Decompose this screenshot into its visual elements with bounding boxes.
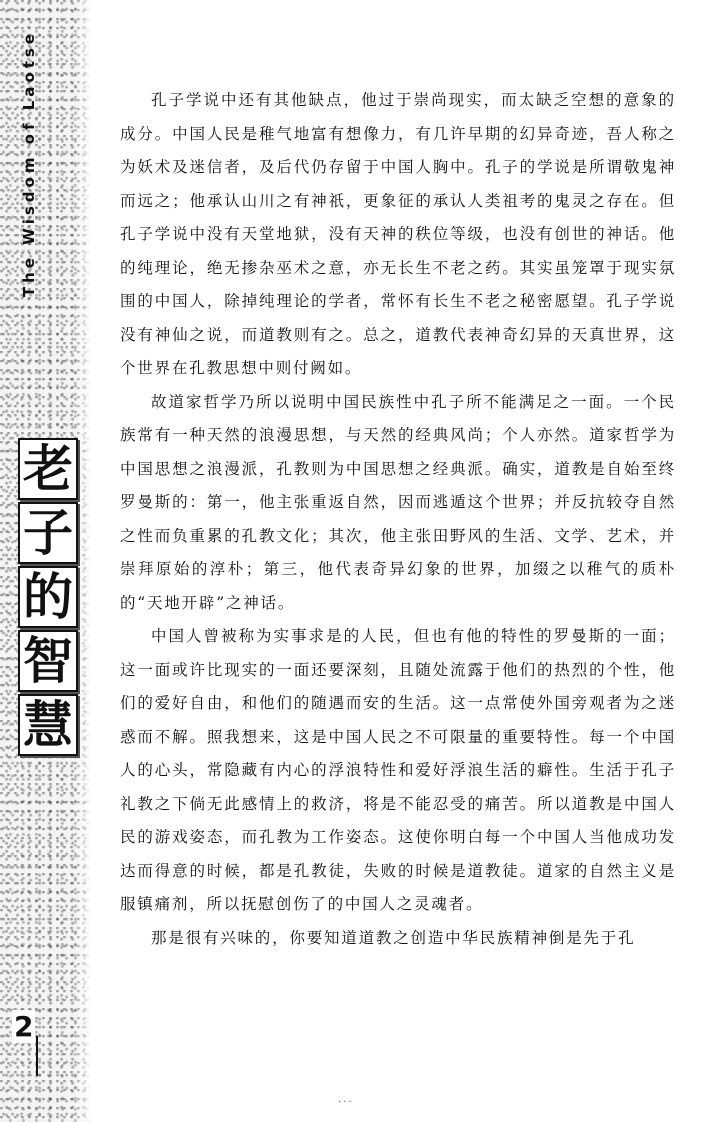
book-title-char: 智 [18,630,78,692]
paragraph: 中国人曾被称为实事求是的人民，但也有他的特性的罗曼斯的一面；这一面或许比现实的一面还要深刻，且随处流露于他们的热烈的个性，他们的爱好自由，和他们的随遇而安的生活。这一点常使外国旁观者为之迷惑而不解。照我想来，这是中国人民之不可限量的重要特性。每一个中国人的心头，常隐藏有内心的浮浪特性和爱好浮浪生活的癖性。生活于孔子礼教之下倘无此感情上的救济，将是不能忍受的痛苦。所以道教是中国人民的游戏姿态，而孔教为工作姿态。这使你明白每一个中国人当他成功发达而得意的时候，都是孔教徒，失败的时候是道教徒。道家的自然主义是服镇痛剂，所以抚慰创伤了的中国人之灵魂者。 [120,627,676,913]
book-title-char: 老 [18,438,78,500]
book-title-column [18,438,78,756]
body-text [120,84,676,955]
paragraph: 孔子学说中还有其他缺点，他过于崇尚现实，而太缺乏空想的意象的成分。中国人民是稚气地富有想像力，有几许早期的幻异奇迹，吾人称之为妖术及迷信者，及后代仍存留于中国人胸中。孔子的学说是所谓敬鬼神而远之；他承认山川之有神祇，更象征的承认人类祖考的鬼灵之存在。但孔子学说中没有天堂地狱，没有天神的秩位等级，也没有创世的神话。他的纯理论，绝无掺杂巫术之意，亦无长生不老之药。其实虽笼罩于现实氛围的中国人，除掉纯理论的学者，常怀有长生不老之秘密愿望。孔子学说没有神仙之说，而道教则有之。总之，道教代表神奇幻异的天真世界，这个世界在孔教思想中则付阙如。 [120,91,676,377]
book-title-char: 的 [18,566,78,628]
page-number-rule [36,1036,38,1076]
paragraph: 那是很有兴味的，你要知道道教之创造中华民族精神倒是先于孔 [151,928,636,947]
series-title-vertical: The Wisdom of Laotse [20,30,38,298]
page-number: 2 [14,1010,34,1043]
book-title-char: 子 [18,502,78,564]
bottom-mark: ... [338,1094,354,1105]
book-title-char: 慧 [18,694,78,756]
paragraph: 故道家哲学乃所以说明中国民族性中孔子所不能满足之一面。一个民族常有一种天然的浪漫思想，与天然的经典风尚；个人亦然。道家哲学为中国思想之浪漫派，孔教则为中国思想之经典派。确实，道教是自始至终罗曼斯的：第一，他主张重返自然，因而逃遁这个世界；并反抗较夺自然之性而负重累的孔教文化；其次，他主张田野风的生活、文学、艺术，并崇拜原始的淳朴；第三，他代表奇异幻象的世界，加缀之以稚气的质朴的“天地开辟”之神话。 [120,392,676,612]
